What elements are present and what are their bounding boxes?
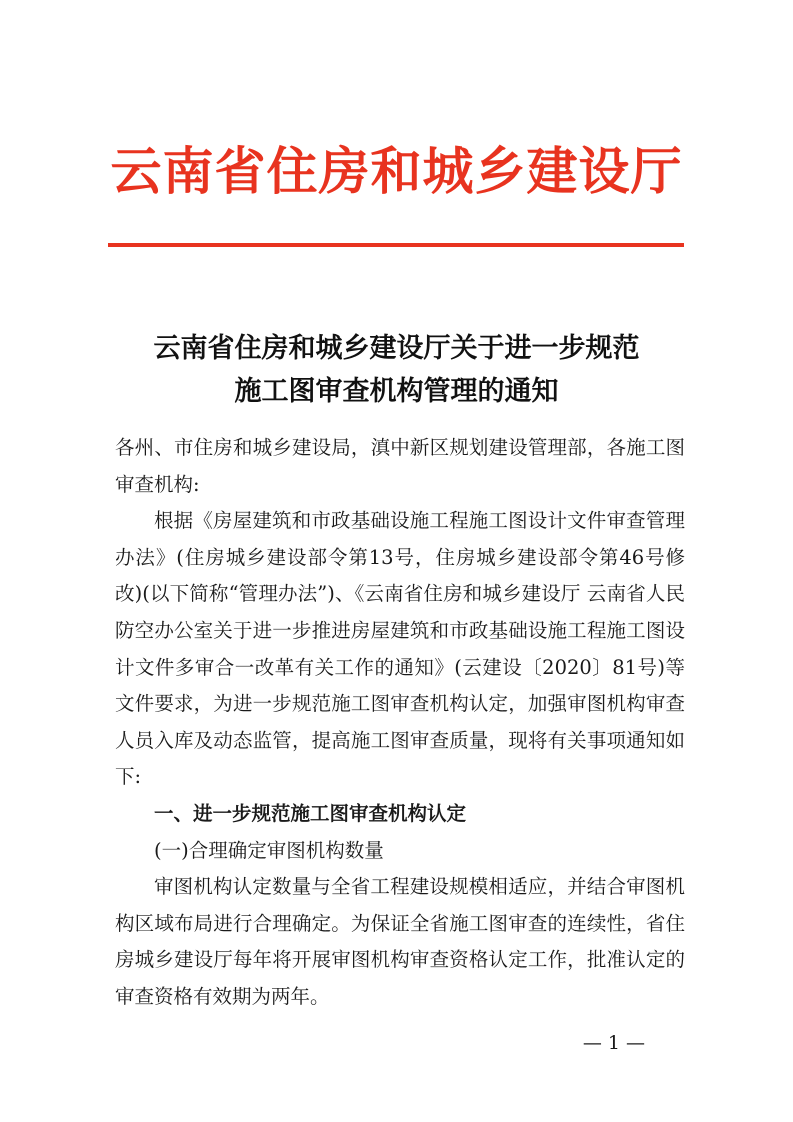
section-1-heading: 一、进一步规范施工图审查机构认定 [154,801,467,825]
issuing-organization-header: 云南省住房和城乡建设厅 [110,143,683,202]
page-number: — 1 — [582,1032,645,1054]
body-paragraph-2: 审图机构认定数量与全省工程建设规模相适应，并结合审图机构区域布局进行合理确定。为保证全省施工图审查的连续性，省住房城乡建设厅每年将开展审图机构审查资格认定工作，批准认定的审查资格有效期为两年。 [115,875,685,1008]
document-title-line-1: 云南省住房和城乡建设厅关于进一步规范 [153,333,640,364]
document-title-line-2: 施工图审查机构管理的通知 [234,376,559,407]
document-body [115,430,685,1016]
body-paragraph-1: 根据《房屋建筑和市政基础设施工程施工图设计文件审查管理办法》(住房城乡建设部令第13号，住房城乡建设部令第46号修改)(以下简称“管理办法”)、《云南省住房和城乡建设厅 云南省人民防空办公室关于进一步推进房屋建筑和市政基础设施工程施工图设计文件多审合一改革有关工作的通知》(云建设〔2020〕81号)等文件要求，为进一步规范施工图审查机构认定，加强审图机构审查人员入库及动态监管，提高施工图审查质量，现将有关事项通知如下: [115,509,685,789]
red-separator-line [108,243,684,247]
subsection-1-heading: (一)合理确定审图机构数量 [154,838,384,862]
addressee-paragraph: 各州、市住房和城乡建设局，滇中新区规划建设管理部，各施工图审查机构: [115,436,685,496]
